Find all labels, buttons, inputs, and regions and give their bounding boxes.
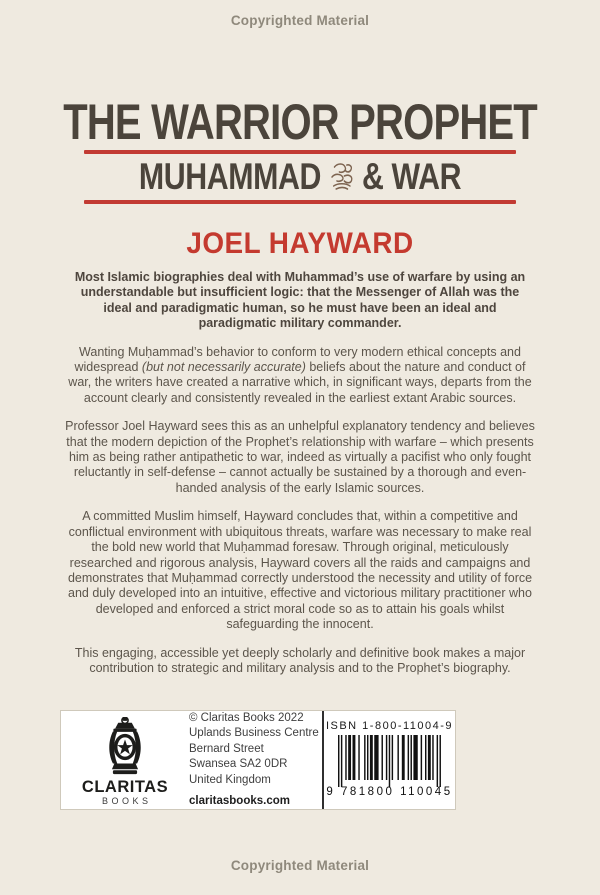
isbn-label: ISBN 1-800-11004-9: [325, 720, 454, 732]
publisher-address-line: United Kingdom: [189, 773, 271, 786]
publisher-logo-word: CLARITAS: [81, 777, 169, 796]
book-title: THE WARRIOR PROPHET: [63, 94, 537, 150]
publisher-address: [189, 711, 319, 810]
barcode-bars: [338, 735, 441, 787]
publisher-info-cell: [61, 711, 322, 809]
copyright-banner-top: Copyrighted Material: [230, 13, 370, 28]
subtitle-muhammad: MUHAMMAD: [138, 156, 322, 197]
publisher-logo-sub: BOOKS: [101, 795, 152, 806]
lantern-icon: [99, 717, 151, 777]
publisher-box: [60, 710, 456, 810]
publisher-address-line: Uplands Business Centre: [189, 727, 319, 739]
author-name: JOEL HAYWARD: [186, 227, 414, 260]
publisher-website: claritasbooks.com: [189, 795, 290, 807]
barcode-number: 9 781800 110045: [326, 786, 453, 798]
blurb-paragraph: Wanting Muḥammad’s behavior to conform to very modern ethical concepts and widespread (but not necessarily accurate) beliefs about the nature and conduct of war, the writers have created a narrative which, in significant ways, departs from the account clearly and consistently revealed in the earliest extant Arabic sources.: [68, 344, 532, 405]
publisher-address-lines: [189, 726, 319, 788]
pbuh-calligraphy-icon: [328, 161, 356, 193]
publisher-address-line: Swansea SA2 0DR: [189, 758, 288, 770]
book-title-row: [0, 94, 600, 150]
blurb-paragraph: A committed Muslim himself, Hayward concludes that, within a competitive and conflictual environment with ubiquitous threats, warfare was necessary to make real the bold new world that Muḥammad foresaw. Through original, meticulously researched and rigorous analysis, Hayward covers all the raids and campaigns and demonstrates that Muḥammad correctly understood the necessity and utility of force and duly developed into an intuitive, effective and victorious military practitioner who developed and enforced a strict moral code so as to attain his goals whilst safeguarding the innocent.: [67, 509, 533, 632]
subtitle-war: & WAR: [362, 156, 462, 197]
blurb-paragraph: This engaging, accessible yet deeply scholarly and definitive book makes a major contribution to strategic and military analysis and to the Prophet’s biography.: [74, 645, 526, 675]
claritas-logo: [81, 715, 169, 806]
barcode-section: [324, 711, 455, 809]
title-underline-top: [84, 150, 516, 154]
masthead: [0, 94, 600, 261]
blurb-paragraph: Professor Joel Hayward sees this as an unhelpful explanatory tendency and believes that the modern depiction of the Prophet’s relationship with warfare – which presents him as being rather antipathetic to war, indeed as virtually a pacifist who only fought reluctantly in self-defense – cannot actually be sustained by a thorough and even-handed analysis of the early Islamic sources.: [65, 419, 535, 495]
book-subtitle: [54, 156, 546, 197]
publisher-address-line: Bernard Street: [189, 742, 264, 755]
title-underline-bottom: [84, 200, 516, 204]
blurb-paragraph: Most Islamic biographies deal with Muhammad’s use of warfare by using an understandable but insufficient logic: that the Messenger of Allah was the ideal and paradigmatic human, so he must have been an ideal and paradigmatic military commander.: [74, 270, 526, 331]
copyright-banner-bottom: Copyrighted Material: [230, 858, 370, 873]
publisher-copyright-line: © Claritas Books 2022: [189, 711, 304, 724]
back-cover-blurb: [65, 270, 535, 689]
